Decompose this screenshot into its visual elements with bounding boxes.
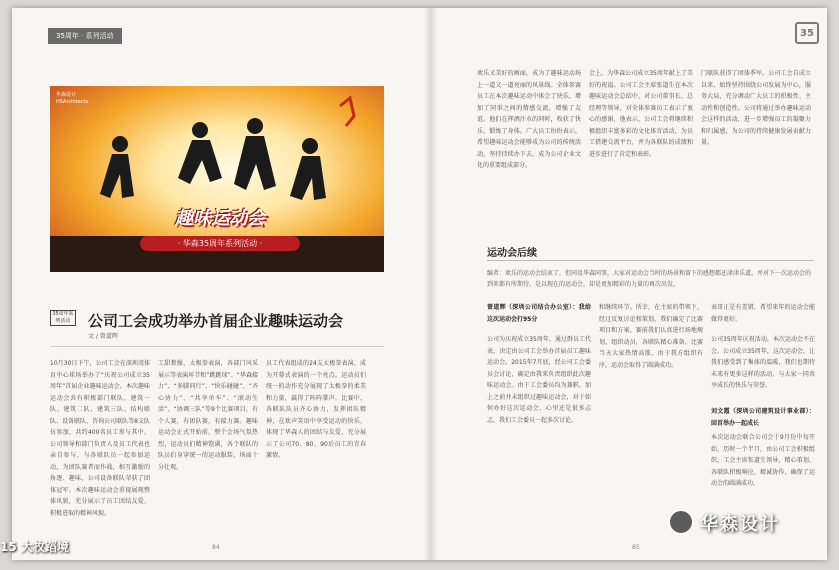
page-number-left: 84 bbox=[212, 544, 220, 551]
magazine-spread bbox=[12, 8, 827, 560]
title-rule bbox=[50, 346, 384, 347]
banner-headline: 趣味运动会 bbox=[175, 208, 265, 229]
article-column-2: 工甜教操、太极拳表演，各部门风采展示等表演环节和“跳跳球”、“华森接力”、“多脚同行”、“快乐碰碰”、“齐心协力”、“共享单车”、“滚动生活”、“协调三队”等9个比赛项目，有个人赛，有团队赛，有接力赛。趣味运动会正式开始前，整个会场气氛热烈，运动员们精神饱满，各个联队的队员们身穿统一的运动服装，场面十分壮观。 bbox=[158, 360, 258, 471]
sidebar-block1-heading: 曾道辉（深圳公司结合办公室）：我给这次运动会打95分 bbox=[487, 304, 591, 323]
article-column-1: 10月30日下午，公司工会在深圳湾体育中心球场举办了“庆祝公司成立35周年”首届企业趣味运动会。本次趣味运动会共有积极部门联队，建筑一队、建筑二队、建筑三队、结构联队、设备联队、咨询公司联队等8支队伍参加，共约400名员工参与其中。公司领导和部门负责人及员工代表也亲自参与，与各联队员一起参加运动，为团队赛者而作战，相互激励的角逐、趣味，公司设备联队荣获了团体冠军。本次趣味运动会重视展现整体风貌，充分展示了员工团结友爱、积极进取的精神风貌。 bbox=[50, 360, 150, 517]
watermark-left: 15 大牧蹈境 bbox=[0, 540, 69, 554]
page-number-right: 85 bbox=[632, 544, 640, 551]
article-column-3: 员工代表组成的24支太极拳表演，成为开幕式表演的一个亮点。运动员们统一的动作充分展现了太极拳的柔美和力量，赢得了阵阵掌声。比赛中，各联队队员齐心协力，发挥团队精神，在欢声笑语中享受运动的快乐，体现了华森人的团结与友爱，充分展示了公司70、80、90后员工的青春激情。 bbox=[266, 360, 366, 459]
article-column-5: 会上，为华森公司成立35周年献上了美好的祝福。公司工会主席张道生在本次趣味运动会总结中，对公司董事长、总经理等领导，对全体参赛员工表示了衷心的感谢，他表示，公司工会将继续积极组织丰富多彩的文化体育活动，为员工搭建交流平台，并为各联队的成绩和进步进行了肯定和表彰。 bbox=[589, 70, 693, 158]
page-gutter bbox=[424, 8, 438, 560]
banner-image bbox=[50, 86, 384, 272]
sidebar-block4-heading: 刘文霞（深圳公司建筑设计事业部）：回首举办一起成长 bbox=[711, 408, 815, 427]
sidebar-rule bbox=[487, 260, 814, 261]
sidebar-block4-text: 本次运动会联合公司会于9月份中旬开始，历时一个半月，由公司工会积极组织，工会主席张道生领导，精心策划，各联队积极响应，精诚协作，确保了运动会的圆满成功。 bbox=[711, 434, 815, 487]
sidebar-intro: 编者：欢乐的运动会结束了，但同及华森同事，大家对运动会当时的场景和留下的感想都还津津乐道，并对下一次运动会的到来都有所期待，是以现在的运动会，却是更加精彩的力量的再次出发。 bbox=[487, 270, 812, 288]
article-column-4: 欢乐又美好的画面，成为了趣味运动场上一道又一道亮丽的风景线。全体参赛员工在本次趣味运动中体会了快乐，增加了同事之间的情感交流，增强了友谊。他们在挥洒汗水的同时，收获了快乐，锻炼了身体。广大员工纷纷表示，希望趣味运动会能够成为公司的传统活动，坚持持续办下去，成为公司企业文化的重要组成部分。 bbox=[477, 70, 581, 169]
sidebar-block2-text: 和继续环节。所幸，在主席的带领下，经过反复讨论和策划，我们确定了比赛项目和方案。赛前我们认真进行场地规划，组织动员，各联队精心准备。比赛当天大家热情高涨，由于我方组织有序，运动会取得了圆满成功。 bbox=[599, 304, 703, 369]
watermark-right: 华森设计 bbox=[700, 514, 780, 535]
sidebar-heading: 运动会后续 bbox=[487, 248, 537, 259]
section-tag-box: 35周年系列活动 bbox=[50, 310, 76, 326]
sidebar-block3-text: 公司35周年庆祝活动，本次运动会不在会。公司成立35周年，这次运动会，让我们感受到了集体的温暖，我们也期待未来有更多这样的活动，与大家一同共享成长的快乐与荣誉。 bbox=[711, 336, 815, 389]
sidebar-block1-text: 公司为庆祝成立35周年，通过群员工代表，决定由公司工会举办首届员工趣味运动会。2015年7月底，经公司工会委员会讨论，确定由我来负责组织此次趣味运动会。由于工会委员均为兼职，加上之前并未组织过趣味运动会，对于如何办好这次运动会，心里还是很多忐忑，我们工会委员一起多次讨论。 bbox=[487, 336, 591, 424]
article-title: 公司工会成功举办首届企业趣味运动会 bbox=[88, 312, 344, 330]
sidebar-block3-heading: 表哥正是有差错，希望来年的运动会能做得更好。 bbox=[711, 304, 815, 323]
article-column-6: 门联队获得了团体季军。公司工会自成立以来，始终坚持围绕公司发展为中心，服务大局，充分调动广大员工的积极性、主动性和创造性。公司将通过举办趣味运动会这样的活动，进一步增强员工的凝聚力和归属感，为公司的持续健康发展贡献力量。 bbox=[701, 70, 811, 146]
banner-logo: 华森设计 HSArchitects bbox=[56, 92, 89, 105]
article-byline: 文 / 曾道辉 bbox=[88, 333, 118, 340]
banner-subline: · 华森35周年系列活动 · bbox=[140, 236, 300, 251]
anniversary-badge-icon: 35 bbox=[795, 22, 819, 44]
section-header-tag: 35周年 · 系列活动 bbox=[48, 28, 122, 44]
wechat-logo-icon bbox=[668, 509, 694, 535]
